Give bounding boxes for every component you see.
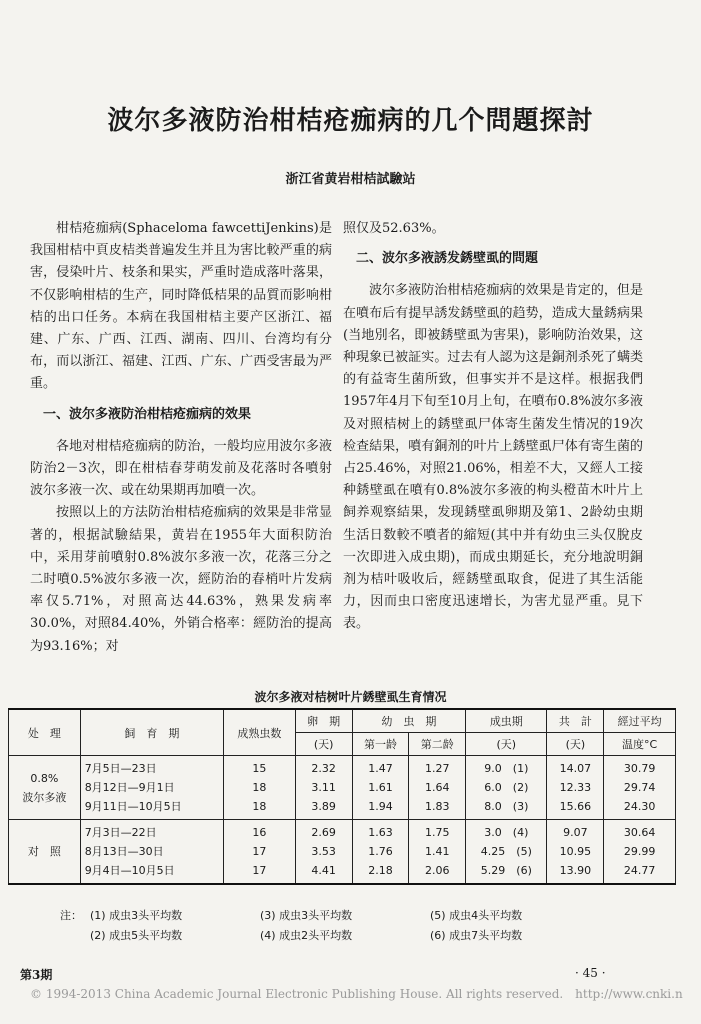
larva1-cell: 1.47 1.61 1.94 [352,756,409,820]
total-cell: 14.07 12.33 15.66 [547,756,604,820]
treatment-cell: 0.8% 波尔多液 [9,756,81,820]
article-title: 波尔多液防治柑桔疮痂病的几个問題探討 [107,106,594,136]
header-treatment: 处 理 [9,709,81,756]
note-item: (4) 成虫2头平均数 [260,929,353,942]
larva2-cell: 1.27 1.64 1.83 [409,756,466,820]
section2-paragraph: 波尔多液防治柑桔疮痂病的效果是肯定的，但是在噴布后有提早誘发銹壁虱的趋势，造成大量銹病果(当地別名，即被銹壁虱为害果)，影响防治效果，这种現象已被証实。过去有人認为这是銅剂杀死了螨类的有益寄生菌所致，但事实并不是这样。根据我們1957年4月下旬至10月上旬，在噴布0.8%波尔多液及对照桔树上的銹壁虱尸体寄生菌发生情况的19次检查結果，噴有銅剂的叶片上銹壁虱尸体有寄生菌的占25.46%，对照21.06%，相差不大，又經人工接种銹壁虱在噴有0.8%波尔多液的枸头橙苗木叶片上飼养观察結果，发现銹壁虱卵期及第1、2龄幼虫期生活日数較不噴者的縮短(其中并有幼虫三头仅脫皮一次即进入成虫期)，而成虫期延长，充分地說明銅剂为桔叶吸收后，經銹壁虱取食，促进了其生活能力，因而虫口密度迅速增长，为害尤显严重。見下表。 [343,283,643,632]
author-affiliation: 浙江省黄岩柑桔試驗站 [285,172,416,187]
header-temp-unit: 温度°C [604,733,676,756]
section1-paragraph: 按照以上的方法防治柑桔疮痂病的效果是非常显著的，根据試驗結果，黄岩在1955年大面积防治中，采用芽前噴射0.8%波尔多液一次，花落三分之二时噴0.5%波尔多液一次，經防治的春梢叶片发病率仅5.71%，对照高达44.63%，熟果发病率30.0%，对照84.40%，外销合格率：經防治的提高为93.16%；对 [30,505,332,654]
header-larva2: 第二龄 [409,733,466,756]
section1-heading: 一、波尔多液防治柑桔疮痂病的效果 [43,406,252,422]
note-item: (1) 成虫3头平均数 [90,909,183,922]
header-larva: 幼 虫 期 [352,709,466,733]
larva1-cell: 1.63 1.76 2.18 [352,820,409,885]
notes-label: 注： [60,909,82,922]
note-item: (3) 成虫3头平均数 [260,909,353,922]
intro-paragraph: 柑桔疮痂病(Sphaceloma fawcettiJenkins)是我国柑桔中頁皮桔类普遍发生并且为害比較严重的病害，侵染叶片、枝条和果实，严重时造成落叶落果，不仅影响柑桔的生产，同时降低桔果的品質而影响柑桔的出口任务。本病在我国柑桔主要产区浙江、福建、广东、广西、江西、湖南、四川、台湾均有分布，而以浙江、福建、江西、广东、广西受害最为严重。 [30,221,332,392]
data-table [8,708,676,885]
header-temp: 經过平均 [604,709,676,733]
temp-cell: 30.79 29.74 24.30 [604,756,676,820]
period-cell: 7月3日—22日 8月13日—30日 9月4日—10月5日 [80,820,223,885]
table-notes [60,906,660,946]
adult-cell: 9.0 (1) 6.0 (2) 8.0 (3) [466,756,547,820]
table-title: 波尔多液对桔树叶片銹壁虱生育情况 [254,690,447,704]
copyright-footer: © 1994-2013 China Academic Journal Electronic Publishing House. All rights reserved. http://www.cnki.n [30,987,683,1001]
note-item: (6) 成虫7头平均数 [430,929,523,942]
section2-heading: 二、波尔多液誘发銹壁虱的問題 [356,251,539,267]
header-total-unit: (天) [547,733,604,756]
header-count: 成熟虫数 [224,709,296,756]
section1-paragraph: 各地对柑桔疮痂病的防治，一般均应用波尔多液防治2－3次，即在柑桔春芽萌发前及花落时各噴射波尔多液一次、或在幼果期再加噴一次。 [30,438,332,499]
header-larva1: 第一龄 [352,733,409,756]
header-period: 飼 育 期 [80,709,223,756]
egg-cell: 2.32 3.11 3.89 [295,756,352,820]
table-row [9,756,676,820]
header-adult-unit: (天) [466,733,547,756]
continuation-text: 照仅及52.63%。 [343,221,445,236]
header-egg: 卵 期 [295,709,352,733]
header-adult: 成虫期 [466,709,547,733]
table-row [9,820,676,885]
temp-cell: 30.64 29.99 24.77 [604,820,676,885]
larva2-cell: 1.75 1.41 2.06 [409,820,466,885]
table-header-row [9,709,676,733]
adult-cell: 3.0 (4) 4.25 (5) 5.29 (6) [466,820,547,885]
period-cell: 7月5日—23日 8月12日—9月1日 9月11日—10月5日 [80,756,223,820]
count-cell: 16 17 17 [224,820,296,885]
page-number: · 45 · [575,966,606,980]
note-item: (2) 成虫5头平均数 [90,929,183,942]
notes-row [60,926,660,946]
total-cell: 9.07 10.95 13.90 [547,820,604,885]
header-egg-unit: (天) [295,733,352,756]
left-column [30,218,332,658]
issue-number: 第3期 [20,968,53,982]
treatment-cell: 对 照 [9,820,81,885]
egg-cell: 2.69 3.53 4.41 [295,820,352,885]
notes-row [60,906,660,926]
count-cell: 15 18 18 [224,756,296,820]
header-total: 共 計 [547,709,604,733]
right-column [343,218,643,636]
note-item: (5) 成虫4头平均数 [430,909,523,922]
